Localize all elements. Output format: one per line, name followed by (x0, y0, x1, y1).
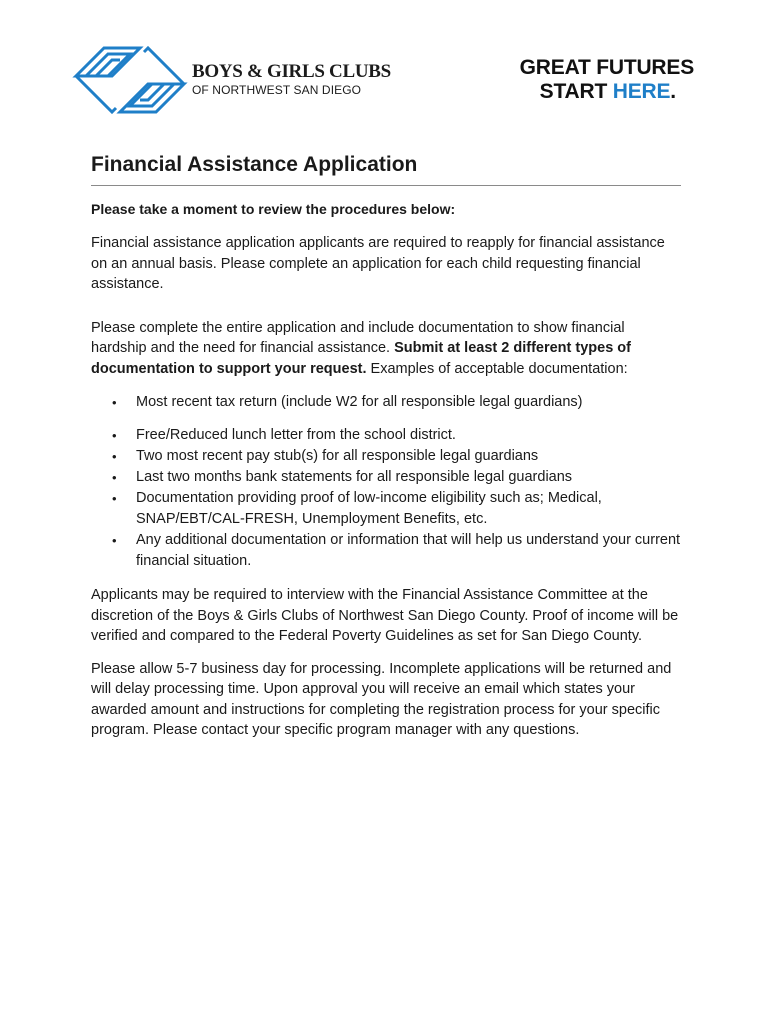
para2-text-a: Please complete the entire application and include documentation to show financial hardship and the need for financial assistance. (91, 319, 625, 356)
slogan-line-2 (520, 80, 694, 104)
paragraph-documentation (91, 318, 681, 380)
paragraph-reapply: Financial assistance application applicants are required to reapply for financial assistance on an annual basis. Please complete an application for each child requesting financial assistance. (91, 235, 665, 292)
list-item (91, 425, 681, 446)
list-item-text: Any additional documentation or information that will help us understand your current financial situation. (136, 532, 681, 569)
slogan (520, 56, 694, 104)
para2-bold: Submit at least 2 different types of documentation to support your request. (91, 340, 631, 377)
list-item-text: Free/Reduced lunch letter from the school district. (136, 427, 456, 443)
list-item-text: Last two months bank statements for all responsible legal guardians (136, 469, 573, 485)
bullet-icon: • (112, 428, 117, 443)
bullet-icon: • (112, 395, 117, 410)
bullet-icon: • (112, 533, 117, 548)
list-item (91, 392, 681, 413)
list-item-text: Two most recent pay stub(s) for all responsible legal guardians (136, 448, 539, 464)
paragraph-processing: Please allow 5-7 business day for processing. Incomplete applications will be returned and will delay processing time. Upon approval you will receive an email which states your awarded amount and instructions for completing the registration process for your specific program. Please contact your specific program manager with any questions. (91, 660, 672, 738)
slogan-period: . (670, 80, 676, 103)
brand-block (192, 62, 391, 97)
para2-text-b: Examples of acceptable documentation: (366, 360, 628, 377)
bullet-icon: • (112, 449, 117, 464)
document-body (91, 150, 681, 741)
documentation-list-primary (91, 392, 681, 413)
list-item-text: Most recent tax return (include W2 for all responsible legal guardians) (136, 394, 583, 410)
list-item (91, 488, 681, 530)
bullet-icon: • (112, 491, 117, 506)
list-item (91, 467, 681, 488)
brand-subtitle: OF NORTHWEST SAN DIEGO (192, 83, 362, 97)
list-item (91, 530, 681, 572)
bullet-icon: • (112, 470, 117, 485)
page-title: Financial Assistance Application (91, 150, 681, 186)
boys-girls-clubs-logo-icon (72, 44, 188, 116)
paragraph-interview: Applicants may be required to interview with the Financial Assistance Committee at the discretion of the Boys & Girls Clubs of Northwest San Diego County. Proof of income will be verified and compared to the Federal Poverty Guidelines as set for San Diego County. (91, 587, 679, 644)
brand-name: BOYS & GIRLS CLUBS (192, 61, 391, 82)
slogan-start: START (539, 80, 613, 103)
slogan-line-1: GREAT FUTURES (519, 56, 694, 79)
documentation-list-secondary (91, 425, 681, 572)
list-item (91, 446, 681, 467)
slogan-here: HERE (612, 80, 671, 103)
lead-text: Please take a moment to review the procedures below: (91, 201, 456, 217)
list-item-text: Documentation providing proof of low-income eligibility such as; Medical, SNAP/EBT/CAL-FRESH, Unemployment Benefits, etc. (136, 490, 602, 527)
